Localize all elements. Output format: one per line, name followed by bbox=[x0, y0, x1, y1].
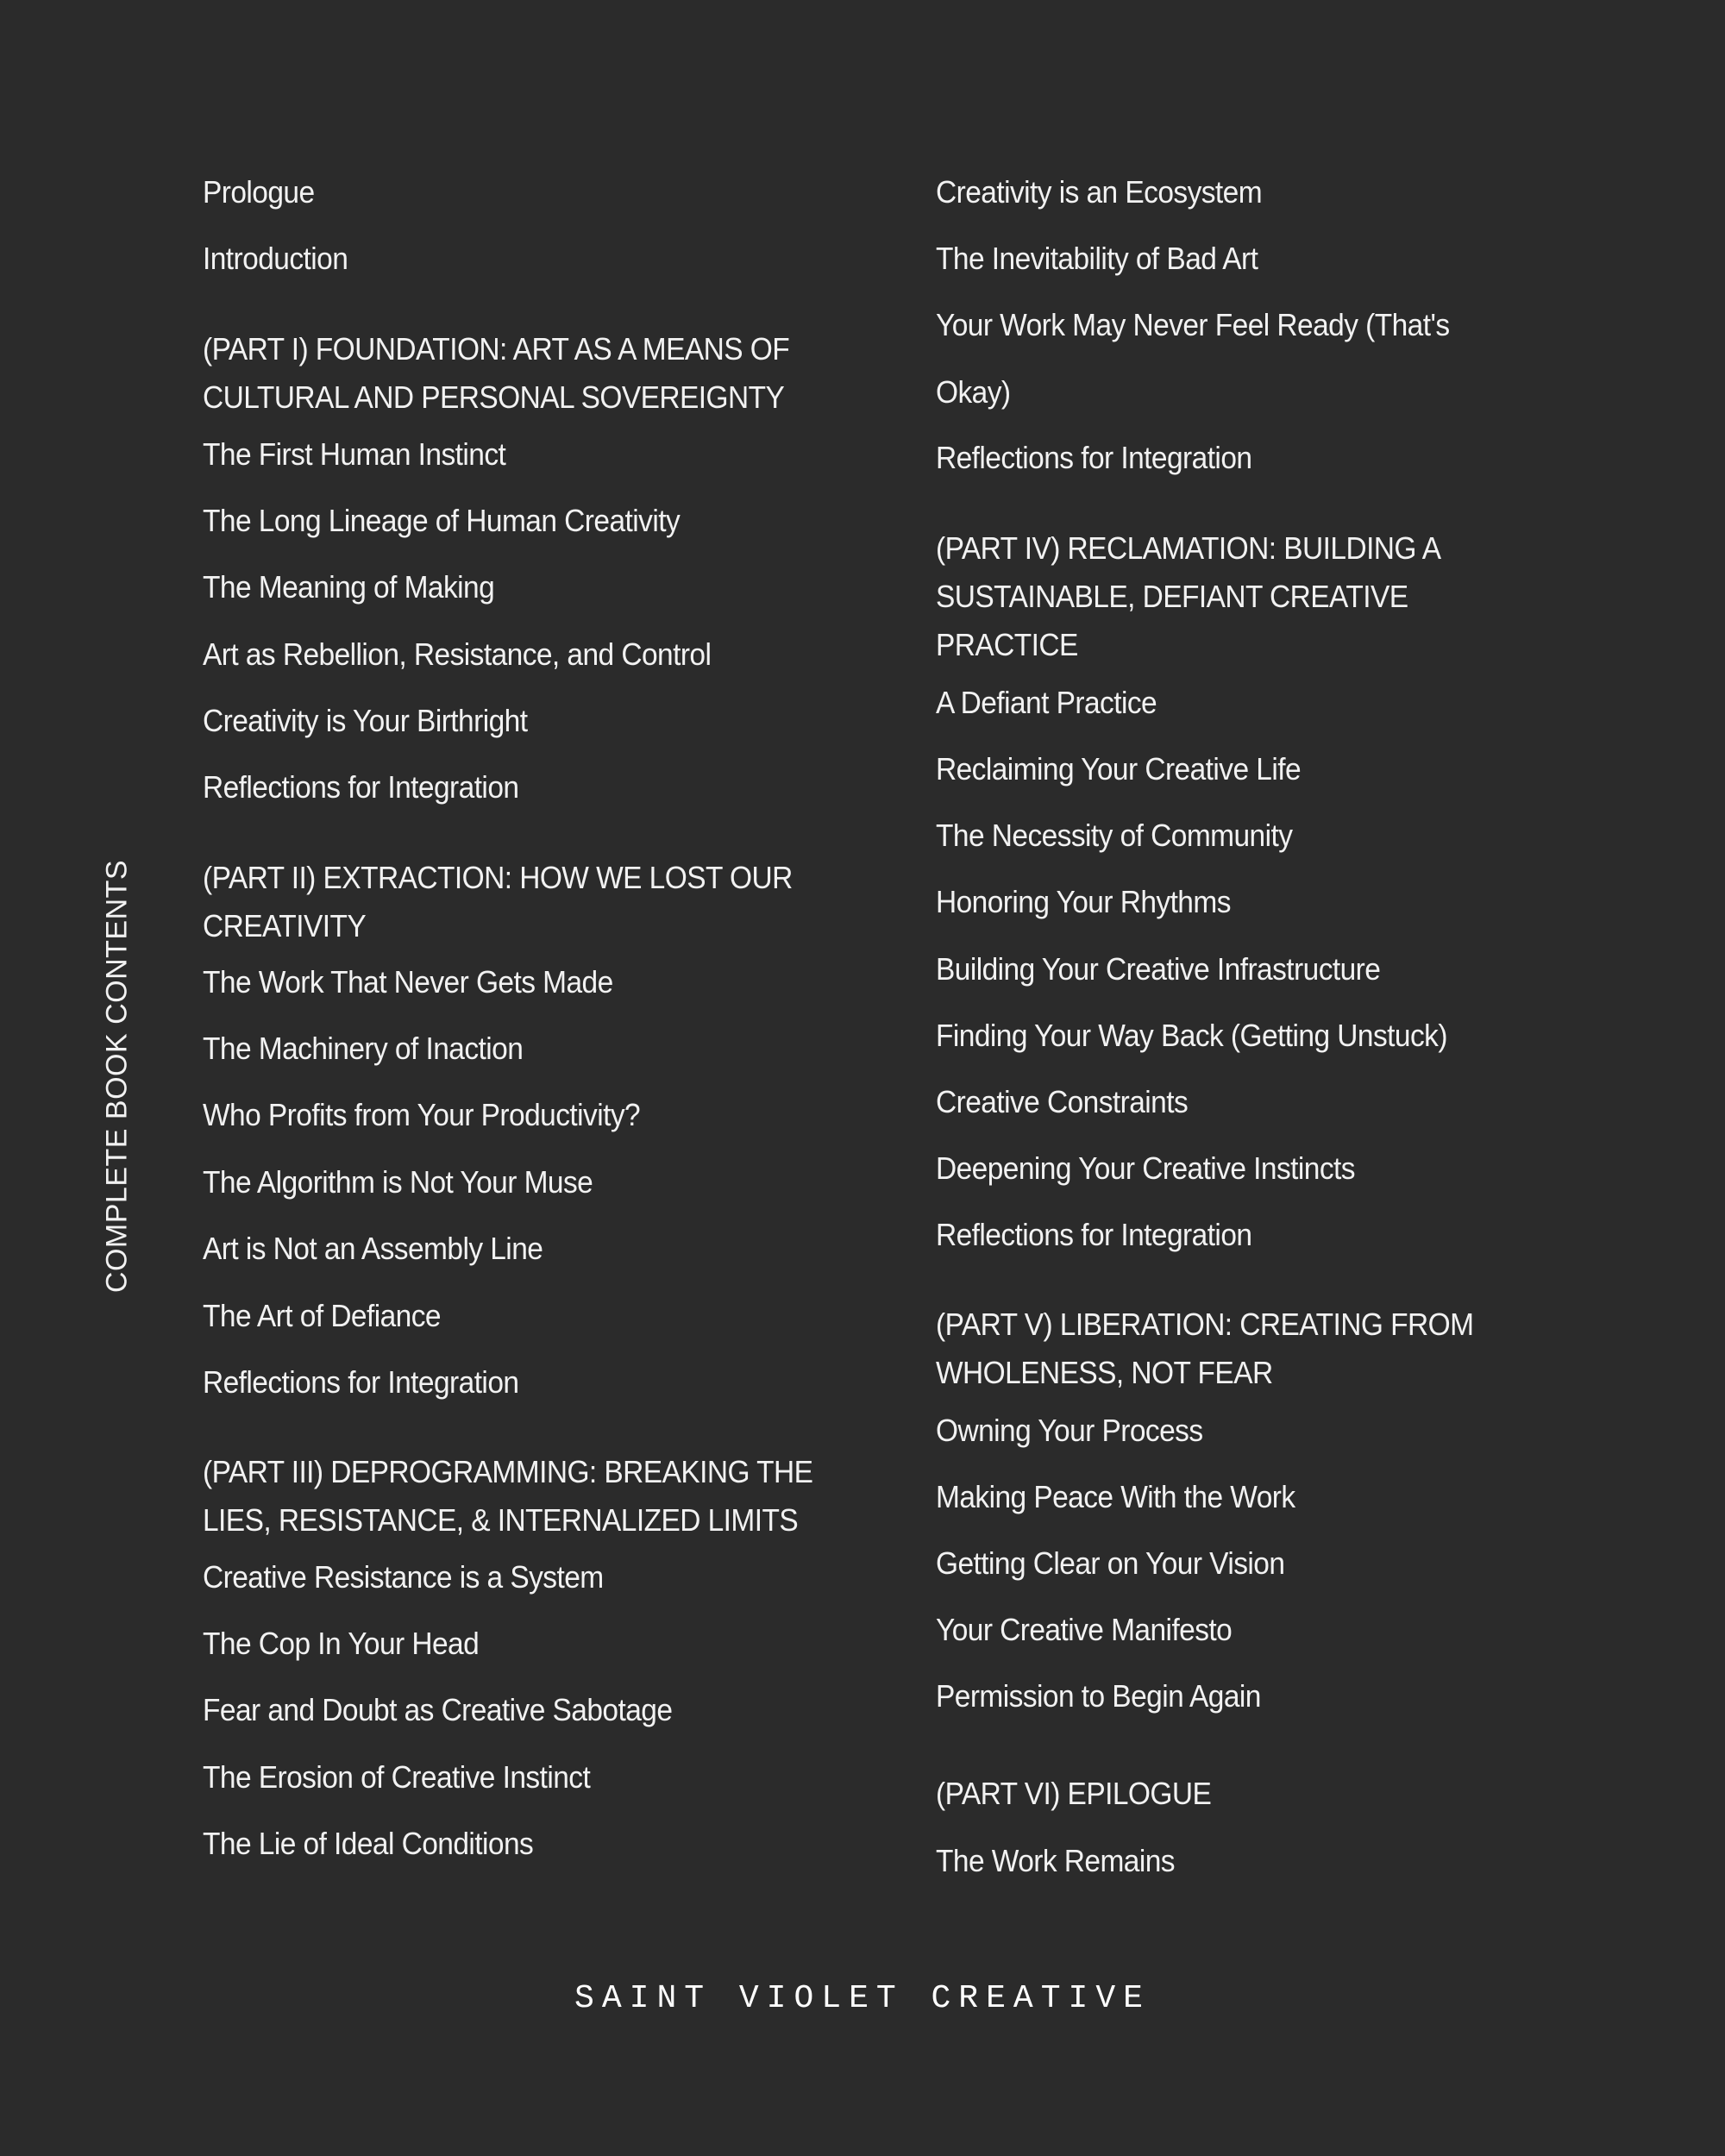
toc-entry: The Work Remains bbox=[936, 1843, 1175, 1878]
toc-entry: The Erosion of Creative Instinct bbox=[203, 1759, 591, 1795]
toc-entry: Fear and Doubt as Creative Sabotage bbox=[203, 1692, 673, 1727]
toc-entry: Permission to Begin Again bbox=[936, 1678, 1261, 1714]
side-label-complete-book-contents: COMPLETE BOOK CONTENTS bbox=[100, 859, 134, 1294]
toc-entry: Deepening Your Creative Instincts bbox=[936, 1150, 1355, 1186]
part-heading-line: SUSTAINABLE, DEFIANT CREATIVE bbox=[936, 579, 1408, 614]
toc-entry: The Meaning of Making bbox=[203, 569, 495, 605]
toc-entry: The Work That Never Gets Made bbox=[203, 964, 613, 1000]
toc-entry: Getting Clear on Your Vision bbox=[936, 1545, 1285, 1581]
toc-entry: The Algorithm is Not Your Muse bbox=[203, 1164, 593, 1200]
toc-entry: Creativity is Your Birthright bbox=[203, 703, 528, 738]
part-heading-line: WHOLENESS, NOT FEAR bbox=[936, 1355, 1273, 1390]
toc-entry: Making Peace With the Work bbox=[936, 1479, 1295, 1514]
toc-entry: The Cop In Your Head bbox=[203, 1626, 480, 1661]
toc-entry: The Inevitability of Bad Art bbox=[936, 241, 1258, 276]
toc-entry: The First Human Instinct bbox=[203, 436, 506, 472]
part-heading-6: (PART VI) EPILOGUE bbox=[936, 1776, 1212, 1811]
toc-entry: A Defiant Practice bbox=[936, 685, 1157, 720]
toc-entry: Reflections for Integration bbox=[936, 440, 1252, 475]
part-heading-4 bbox=[936, 524, 1441, 669]
toc-entry: Art as Rebellion, Resistance, and Control bbox=[203, 636, 712, 672]
toc-entry: Reflections for Integration bbox=[936, 1217, 1252, 1252]
part-heading-line: (PART V) LIBERATION: CREATING FROM bbox=[936, 1307, 1474, 1342]
toc-entry: Creative Resistance is a System bbox=[203, 1559, 604, 1595]
part-heading-line: (PART I) FOUNDATION: ART AS A MEANS OF bbox=[203, 331, 790, 367]
toc-entry-prologue: Prologue bbox=[203, 174, 315, 210]
toc-entry: The Necessity of Community bbox=[936, 818, 1293, 853]
part-heading-line: PRACTICE bbox=[936, 627, 1078, 662]
toc-entry: The Lie of Ideal Conditions bbox=[203, 1826, 534, 1861]
toc-entry: Reclaiming Your Creative Life bbox=[936, 751, 1302, 787]
toc-entry: Art is Not an Assembly Line bbox=[203, 1231, 543, 1266]
toc-entry: Finding Your Way Back (Getting Unstuck) bbox=[936, 1018, 1447, 1053]
part-heading-5 bbox=[936, 1300, 1473, 1397]
toc-entry: The Long Lineage of Human Creativity bbox=[203, 503, 681, 538]
toc-entry-introduction: Introduction bbox=[203, 241, 348, 276]
part-heading-line: CULTURAL AND PERSONAL SOVEREIGNTY bbox=[203, 379, 785, 415]
toc-entry: Your Work May Never Feel Ready (That's bbox=[936, 307, 1450, 342]
part-heading-line: (PART II) EXTRACTION: HOW WE LOST OUR bbox=[203, 860, 793, 895]
part-heading-1 bbox=[203, 325, 789, 422]
footer-brand: SAINT VIOLET CREATIVE bbox=[574, 1980, 1151, 2017]
toc-entry: Creative Constraints bbox=[936, 1084, 1189, 1119]
toc-entry: Honoring Your Rhythms bbox=[936, 884, 1231, 919]
toc-entry-continuation: Okay) bbox=[936, 374, 1011, 410]
part-heading-line: LIES, RESISTANCE, & INTERNALIZED LIMITS bbox=[203, 1502, 799, 1538]
part-heading-3 bbox=[203, 1448, 812, 1545]
toc-entry: Who Profits from Your Productivity? bbox=[203, 1097, 641, 1132]
toc-entry: Owning Your Process bbox=[936, 1413, 1203, 1448]
part-heading-line: (PART IV) RECLAMATION: BUILDING A bbox=[936, 530, 1441, 566]
part-heading-line: CREATIVITY bbox=[203, 908, 367, 943]
toc-entry: The Art of Defiance bbox=[203, 1298, 441, 1333]
toc-entry: Building Your Creative Infrastructure bbox=[936, 951, 1381, 987]
toc-entry: Creativity is an Ecosystem bbox=[936, 174, 1263, 210]
toc-entry: Reflections for Integration bbox=[203, 1364, 519, 1400]
toc-entry: Your Creative Manifesto bbox=[936, 1612, 1233, 1647]
toc-entry: Reflections for Integration bbox=[203, 769, 519, 805]
part-heading-line: (PART III) DEPROGRAMMING: BREAKING THE bbox=[203, 1454, 813, 1489]
part-heading-2 bbox=[203, 854, 793, 950]
toc-entry: The Machinery of Inaction bbox=[203, 1031, 524, 1066]
